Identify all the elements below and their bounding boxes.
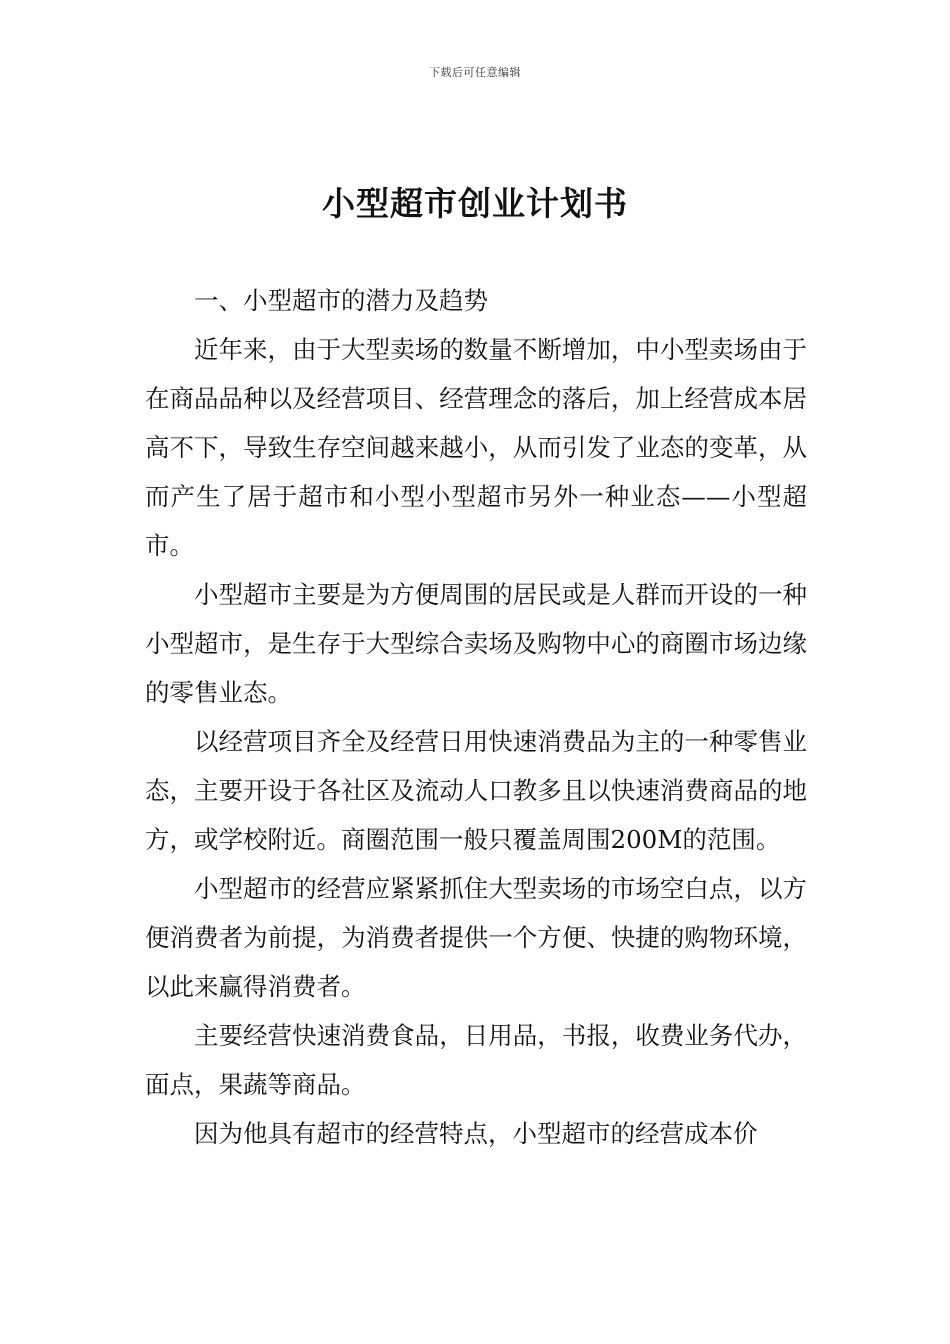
document-title: 小型超市创业计划书 (322, 184, 628, 223)
paragraph: 主要经营快速消费食品，日用品，书报，收费业务代办，面点，果蔬等商品。 (145, 1021, 807, 1099)
paragraph: 小型超市的经营应紧紧抓住大型卖场的市场空白点，以方便消费者为前提，为消费者提供一个方便、快捷的购物环境，以此来赢得消费者。 (145, 874, 807, 1001)
paragraph: 以经营项目齐全及经营日用快速消费品为主的一种零售业态，主要开设于各社区及流动人口教多且以快速消费商品的地方，或学校附近。商圈范围一般只覆盖周围200M的范围。 (145, 727, 807, 854)
paragraph: 因为他具有超市的经营特点，小型超市的经营成本价 (194, 1119, 758, 1148)
paragraph: 近年来，由于大型卖场的数量不断增加，中小型卖场由于在商品品种以及经营项目、经营理念的落后，加上经营成本居高不下，导致生存空间越来越小，从而引发了业态的变革，从而产生了居于超市和小型小型超市另外一种业态——小型超市。 (145, 335, 807, 560)
section-heading: 一、小型超市的潜力及趋势 (194, 286, 488, 315)
document-body (145, 276, 807, 1158)
paragraph: 小型超市主要是为方便周围的居民或是人群而开设的一种小型超市，是生存于大型综合卖场及购物中心的商圈市场边缘的零售业态。 (145, 580, 807, 707)
header-note: 下载后可任意编辑 (429, 66, 521, 79)
